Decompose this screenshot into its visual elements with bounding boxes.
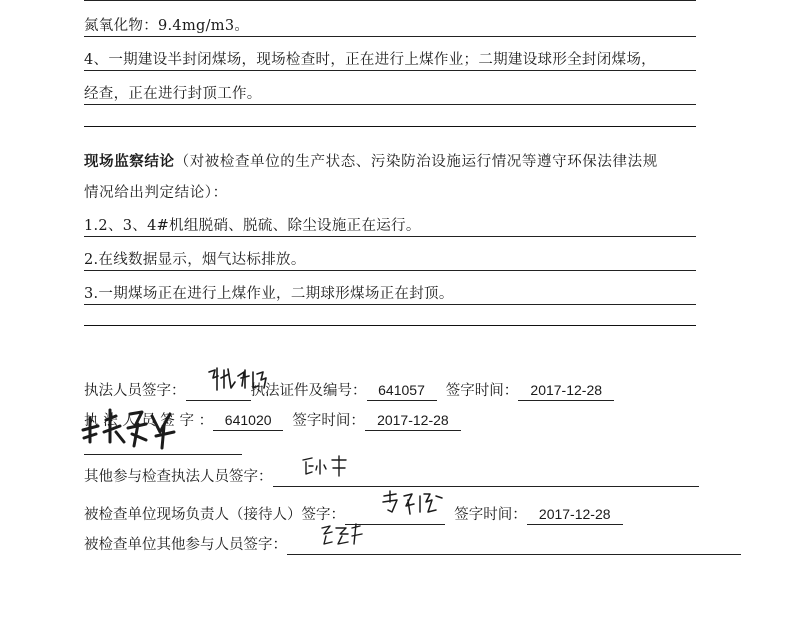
representative-date: 2017-12-28 — [527, 504, 623, 525]
others-handwritten-signature — [300, 454, 350, 480]
others-row — [84, 466, 699, 487]
officer2-date-label: 签字时间： — [292, 413, 365, 429]
unit-others-handwritten-signature — [318, 522, 366, 548]
unit-others-label: 被检查单位其他参与人员签字： — [84, 537, 287, 553]
conclusion-divider — [84, 325, 696, 326]
officer1-cert-number: 641057 — [367, 380, 437, 401]
conclusion-item-1: 1.2、3、4#机组脱硝、脱硫、除尘设施正在运行。 — [84, 216, 696, 237]
nox-line: 氮氧化物：9.4mg/m3。 — [84, 16, 696, 37]
officer1-label: 执法人员签字： — [84, 383, 186, 399]
conclusion-heading: 现场监察结论 — [84, 153, 175, 170]
officer2-cert-number: 641020 — [213, 410, 283, 431]
section-divider — [84, 126, 696, 127]
representative-label: 被检查单位现场负责人（接待人）签字： — [84, 507, 345, 523]
conclusion-intro-text: （对被检查单位的生产状态、污染防治设施运行情况等遵守环保法律法规 — [174, 154, 658, 170]
conclusion-item-2: 2.在线数据显示，烟气达标排放。 — [84, 250, 696, 271]
representative-handwritten-signature — [380, 488, 450, 518]
officer1-date: 2017-12-28 — [518, 380, 614, 401]
others-label: 其他参与检查执法人员签字： — [84, 469, 273, 485]
officer2-date: 2017-12-28 — [365, 410, 461, 431]
item4-line1: 4、一期建设半封闭煤场，现场检查时，正在进行上煤作业；二期建设球形全封闭煤场， — [84, 50, 696, 71]
representative-date-label: 签字时间： — [454, 507, 527, 523]
conclusion-item-3: 3.一期煤场正在进行上煤作业，二期球形煤场正在封顶。 — [84, 284, 696, 305]
officer2-signature-underline — [84, 454, 242, 455]
officer2-handwritten-signature — [80, 402, 180, 452]
officer1-date-label: 签字时间： — [445, 383, 519, 399]
officer1-row — [84, 380, 614, 401]
top-rule — [84, 0, 696, 1]
conclusion-intro-line2: 情况给出判定结论）： — [84, 185, 228, 201]
officer1-handwritten-signature — [205, 364, 273, 396]
conclusion-intro — [84, 152, 658, 172]
item4-line2: 经查，正在进行封顶工作。 — [84, 84, 696, 105]
officer1-cert-label: 执法证件及编号： — [250, 383, 367, 399]
officer2-label: 执 法 人 员 签 字 ： — [84, 413, 214, 429]
unit-others-row — [84, 534, 741, 555]
